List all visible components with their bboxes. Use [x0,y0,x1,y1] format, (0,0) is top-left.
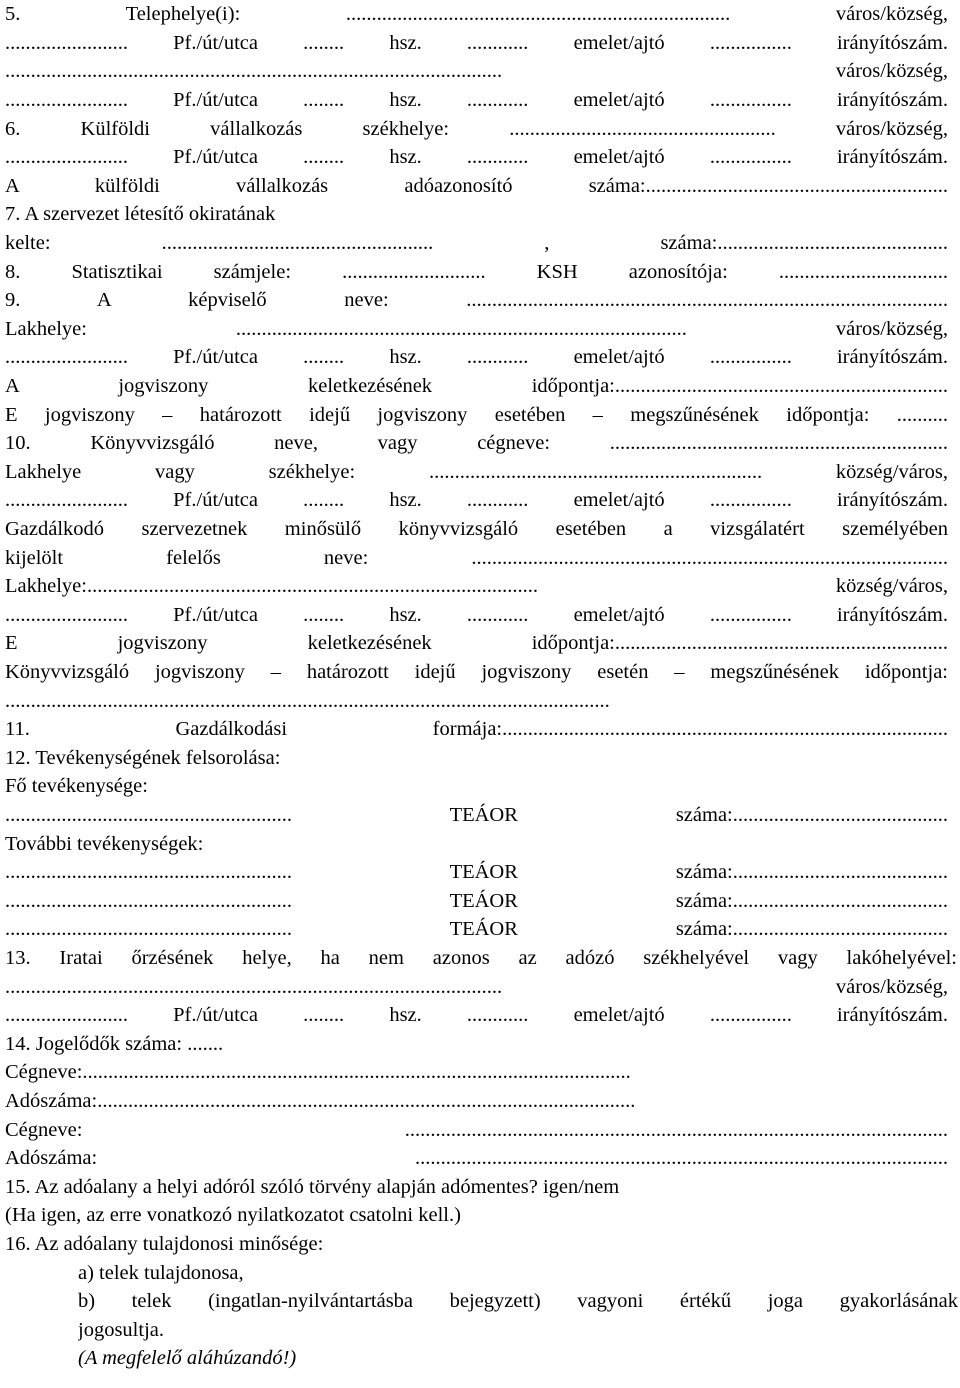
jogelodok-szama-line: 14. Jogelődők száma: ....... [5,1033,224,1055]
option-b-vagyoni-ertek-jog: b) telek (ingatlan-nyilvántartásba bejegyzett) vagyoni értékű joga gyakorlásának [78,1290,958,1312]
felelos-lakhely-line: Lakhelye:........................................................................................ község/város, [5,575,948,597]
telephely-address-line-1: ........................ Pf./út/utca ........ hsz. ............ emelet/ajtó ................ irányítószám. [5,32,948,54]
konyvvizsgalo-lakhely-line: Lakhelye vagy székhelye: ................................................................. község/város, [5,461,948,483]
adomentesseg-question: 15. Az adóalany a helyi adóról szóló törvény alapján adómentes? igen/nem [5,1176,620,1198]
iratok-orzes-heading: 13. Iratai őrzésének helye, ha nem azonos az adózó székhelyével vagy lakóhelyével: [5,947,957,969]
okirat-heading: 7. A szervezet létesítő okiratának [5,203,276,225]
kulfoldi-szekhely-line: 6. Külföldi vállalkozás székhelye: .................................................... város/község, [5,118,948,140]
felelos-intro-line: Gazdálkodó szervezetnek minősülő könyvvizsgáló esetében a vizsgálatért személyében [5,518,948,540]
jogviszony-megszunes-line: E jogviszony – határozott idejű jogviszony esetében – megszűnésének időpontja: .......... [5,404,948,426]
jogviszony-keletkezes-line: A jogviszony keletkezésének időpontja:................................................................. [5,375,948,397]
e-jogviszony-keletkezes-line: E jogviszony keletkezésének időpontja:................................................................. [5,632,948,654]
felelos-neve-line: kijelölt felelős neve: ............................................................................................. [5,547,948,569]
jogelod-cegneve-2: Cégneve: .......................................................................................................... [5,1119,948,1141]
kepviselo-address-line: ........................ Pf./út/utca ........ hsz. ............ emelet/ajtó ................ irányítószám. [5,346,948,368]
option-a-telek-tulajdonosa: a) telek tulajdonosa, [78,1262,244,1284]
jogelod-adoszama-2: Adószáma: ........................................................................................................ [5,1147,948,1169]
iratok-varos-line: ................................................................................................. város/község, [5,976,948,998]
telephely-line-2: ................................................................................................. város/község, [5,60,948,82]
option-b-jogosultja: jogosultja. [78,1319,164,1341]
iratok-address-line: ........................ Pf./út/utca ........ hsz. ............ emelet/ajtó ................ irányítószám. [5,1004,948,1026]
teaor-line-2: ........................................................ TEÁOR száma:.......................................... [5,890,948,912]
kepviselo-lakhely-line: Lakhelye: ........................................................................................ város/község, [5,318,948,340]
adomentesseg-note: (Ha igen, az erre vonatkozó nyilatkozatot csatolni kell.) [5,1204,461,1226]
megszunes-dots-line: ...................................................................................................................... [5,690,610,712]
tevekenyseg-heading: 12. Tevékenységének felsorolása: [5,747,281,769]
konyvvizsgalo-neve-line: 10. Könyvvizsgáló neve, vagy cégneve: .................................................................. [5,432,948,454]
fo-tevekenyseg-label: Fő tevékenysége: [5,775,148,797]
gazdalkodasi-forma-line: 11. Gazdálkodási formája:....................................................................................... [5,718,948,740]
okirat-kelte-line: kelte: ..................................................... , száma:............................................. [5,232,948,254]
kulfoldi-adoazonosito-line: A külföldi vállalkozás adóazonosító száma:........................................................... [5,175,948,197]
teaor-line-1: ........................................................ TEÁOR száma:.......................................... [5,861,948,883]
felelos-address-line: ........................ Pf./út/utca ........ hsz. ............ emelet/ajtó ................ irányítószám. [5,604,948,626]
kepviselo-neve-line: 9. A képviselő neve: .............................................................................................. [5,289,948,311]
konyvvizsgalo-address-line: ........................ Pf./út/utca ........ hsz. ............ emelet/ajtó ................ irányítószám. [5,489,948,511]
fo-teaor-line: ........................................................ TEÁOR száma:.......................................... [5,804,948,826]
konyvvizsgalo-megszunes-line: Könyvvizsgáló jogviszony – határozott idejű jogviszony esetén – megszűnésének időpontja: [5,661,948,683]
teaor-line-3: ........................................................ TEÁOR száma:.......................................... [5,918,948,940]
telephely-line-1: 5. Telephelye(i): ........................................................................... város/község, [5,3,948,25]
tovabbi-tevekenyseg-label: További tevékenységek: [5,833,204,855]
kulfoldi-address-line: ........................ Pf./út/utca ........ hsz. ............ emelet/ajtó ................ irányítószám. [5,146,948,168]
statisztikai-szamjel-line: 8. Statisztikai számjele: ............................ KSH azonosítója: ................................. [5,261,948,283]
jogelod-adoszama-1: Adószáma:......................................................................................................... [5,1090,636,1112]
alahuzando-note: (A megfelelő aláhúzandó!) [78,1347,297,1369]
telephely-address-line-2: ........................ Pf./út/utca ........ hsz. ............ emelet/ajtó ................ irányítószám. [5,89,948,111]
jogelod-cegneve-1: Cégneve:........................................................................................................... [5,1061,631,1083]
tulajdonosi-minoseg-heading: 16. Az adóalany tulajdonosi minősége: [5,1233,324,1255]
